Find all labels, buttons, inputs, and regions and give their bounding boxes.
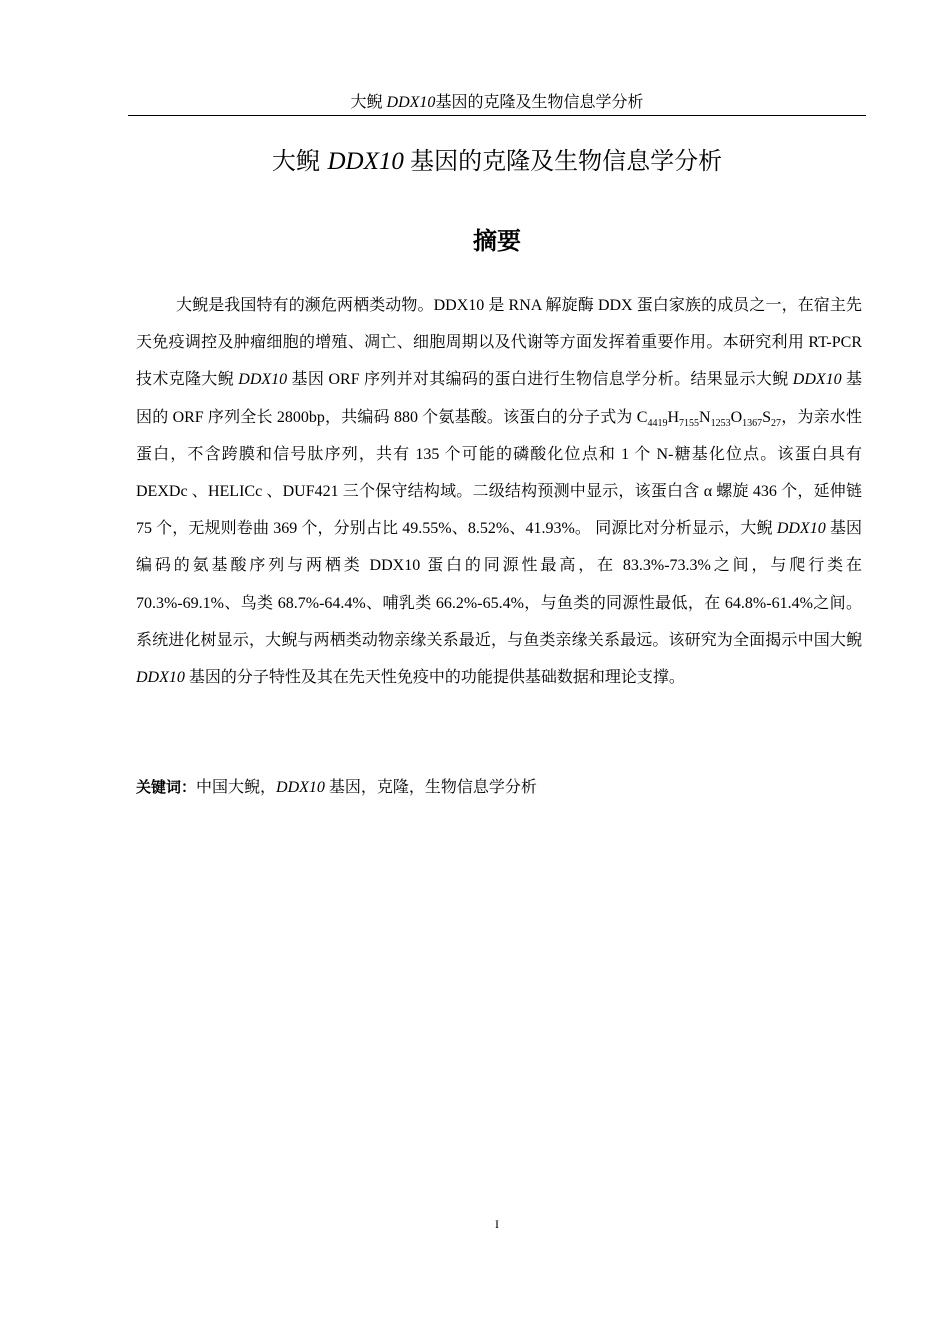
- formula-n: N: [699, 408, 711, 426]
- abstract-gene-4: DDX10: [136, 669, 185, 687]
- abstract-gene-3: DDX10: [776, 520, 826, 538]
- abstract-text-5: 基因编码的氨基酸序列与两栖类 DDX10 蛋白的同源性最高，在 83.3%-73.3%之间，与爬行类在 70.3%-69.1%、鸟类 68.7%-64.4%、哺乳类 66.2%-65.4%，与鱼类的同源性最低，在 64.8%-61.4%之间。系统进化树显示，大鲵与两栖类动物亲缘关系最近，与鱼类亲缘关系最远。该研究为全面揭示中国大鲵: [136, 520, 862, 649]
- running-header-gene: DDX10: [386, 94, 436, 111]
- running-header: [128, 92, 866, 114]
- title-prefix: 大鲵: [271, 147, 328, 175]
- formula-o-count: 1367: [742, 417, 763, 429]
- formula-s-count: 27: [771, 417, 782, 429]
- keywords-line: [136, 771, 862, 804]
- abstract-gene-1: DDX10: [238, 371, 288, 389]
- running-header-prefix: 大鲵: [350, 94, 387, 111]
- formula-n-count: 1253: [710, 417, 731, 429]
- title-gene: DDX10: [327, 148, 411, 175]
- abstract-text-6: 基因的分子特性及其在先天性免疫中的功能提供基础数据和理论支撑。: [184, 669, 685, 687]
- page-number: I: [495, 1217, 499, 1231]
- abstract-text-3: 基因的 ORF 序列全长 2800bp，共编码 880 个氨基酸。该蛋白的分子式为: [136, 371, 862, 426]
- keywords-text-1: 中国大鲵，: [196, 779, 277, 796]
- title-suffix: 基因的克隆及生物信息学分析: [410, 147, 723, 175]
- header-rule: [128, 115, 866, 116]
- formula-h-count: 7155: [679, 417, 699, 429]
- abstract-text-1: 大鲵是我国特有的濒危两栖类动物。DDX10 是 RNA 解旋酶 DDX 蛋白家族的成员之一，在宿主先天免疫调控及肿瘤细胞的增殖、凋亡、细胞周期以及代谢等方面发挥着重要作用。本研究利用 RT-PCR 技术克隆大鲵: [136, 297, 862, 389]
- formula-s: S: [762, 408, 772, 426]
- running-header-suffix: 基因的克隆及生物信息学分析: [435, 94, 644, 111]
- formula-o: O: [730, 408, 743, 426]
- abstract-paragraph: [136, 287, 862, 696]
- keywords-gene: DDX10: [276, 779, 325, 796]
- formula-c: C: [636, 408, 648, 426]
- keywords-label: 关键词：: [136, 778, 197, 796]
- abstract-text-4: ，为亲水性蛋白，不含跨膜和信号肽序列，共有 135 个可能的磷酸化位点和 1 个 N-糖基化位点。该蛋白具有 DEXDc 、HELICc 、DUF421 三个保守结构域。二级结构预测中显示，该蛋白含 α 螺旋 436 个，延伸链 75 个，无规则卷曲 369 个，分别占比 49.55%、8.52%、41.93%。 同源比对分析显示，大鲵: [136, 408, 862, 538]
- keywords-text-2: 基因，克隆，生物信息学分析: [324, 779, 537, 796]
- abstract-text-2: 基因 ORF 序列并对其编码的蛋白进行生物信息学分析。结果显示大鲵: [287, 371, 793, 389]
- formula-h: H: [667, 408, 679, 426]
- abstract-gene-2: DDX10: [792, 371, 842, 389]
- paper-title: [128, 144, 866, 179]
- formula-c-count: 4419: [647, 417, 668, 429]
- abstract-heading: 摘要: [473, 227, 521, 255]
